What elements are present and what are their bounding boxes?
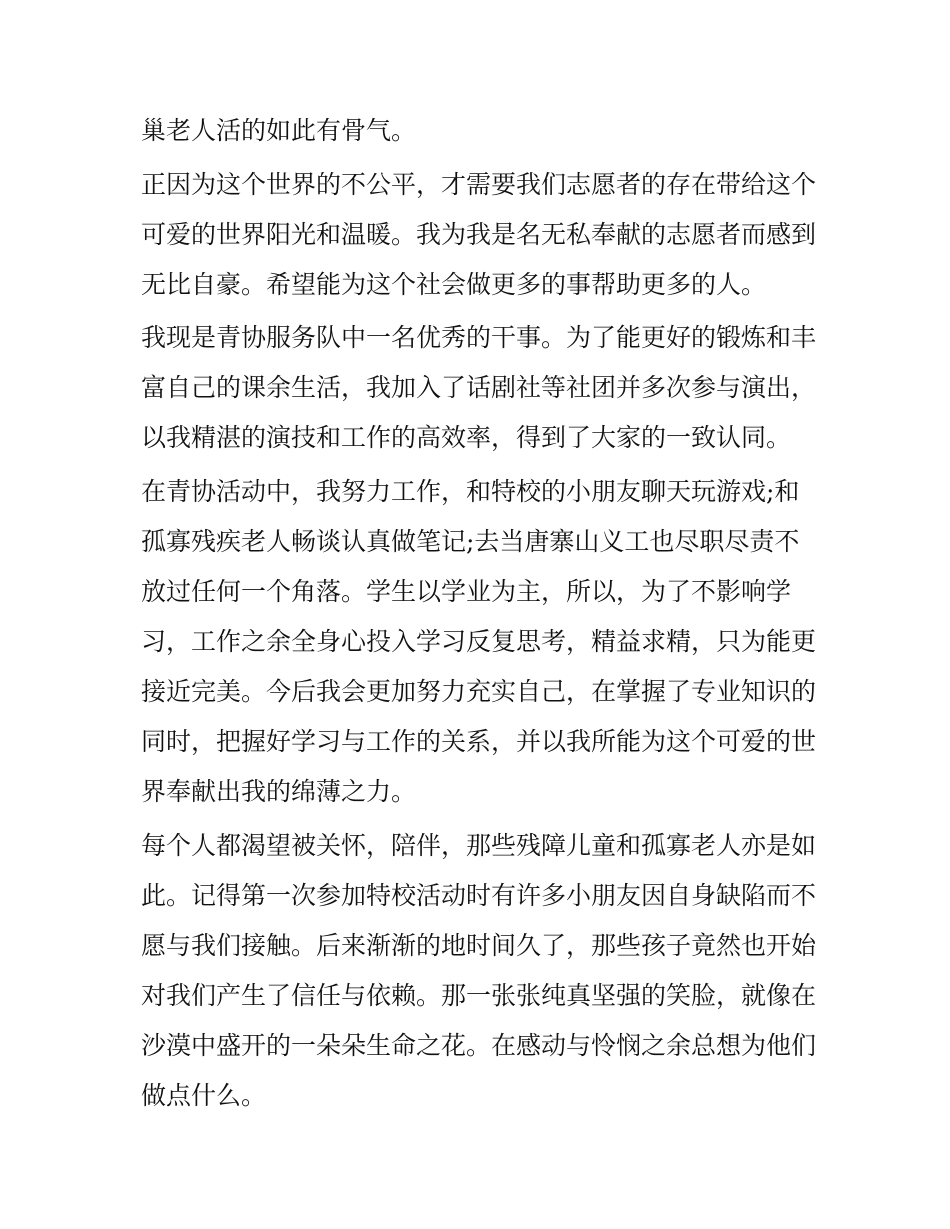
paragraph-2 bbox=[141, 160, 821, 310]
text-line: 我现是青协服务队中一名优秀的干事。为了能更好的锻炼和丰 bbox=[141, 323, 817, 353]
document-body bbox=[141, 106, 821, 1121]
text-line: 在青协活动中，我努力工作，和特校的小朋友聊天玩游戏;和 bbox=[141, 477, 800, 507]
paragraph-1 bbox=[141, 106, 821, 156]
text-line: 孤寡残疾老人畅谈认真做笔记;去当唐寨山义工也尽职尽责不 bbox=[141, 527, 800, 557]
text-line: 正因为这个世界的不公平，才需要我们志愿者的存在带给这个 bbox=[141, 169, 817, 199]
text-line: 巢老人活的如此有骨气。 bbox=[141, 116, 417, 145]
text-line: 以我精湛的演技和工作的高效率，得到了大家的一致认同。 bbox=[141, 423, 792, 453]
text-line: 对我们产生了信任与依赖。那一张张纯真坚强的笑脸，就像在 bbox=[141, 980, 817, 1010]
text-line: 每个人都渴望被关怀，陪伴，那些残障儿童和孤寡老人亦是如 bbox=[141, 830, 817, 860]
text-line: 做点什么。 bbox=[141, 1080, 267, 1110]
paragraph-4 bbox=[141, 467, 821, 817]
text-line: 习，工作之余全身心投入学习反复思考，精益求精，只为能更 bbox=[141, 627, 817, 657]
text-line: 界奉献出我的绵薄之力。 bbox=[141, 777, 417, 807]
text-line: 沙漠中盛开的一朵朵生命之花。在感动与怜悯之余总想为他们 bbox=[141, 1030, 817, 1060]
text-line: 富自己的课余生活，我加入了话剧社等社团并多次参与演出， bbox=[141, 373, 817, 403]
paragraph-5 bbox=[141, 821, 821, 1121]
text-line: 此。记得第一次参加特校活动时有许多小朋友因自身缺陷而不 bbox=[141, 880, 817, 910]
text-line: 接近完美。今后我会更加努力充实自己，在掌握了专业知识的 bbox=[141, 677, 817, 707]
text-line: 可爱的世界阳光和温暖。我为我是名无私奉献的志愿者而感到 bbox=[141, 219, 817, 249]
text-line: 无比自豪。希望能为这个社会做更多的事帮助更多的人。 bbox=[141, 269, 767, 299]
text-line: 愿与我们接触。后来渐渐的地时间久了，那些孩子竟然也开始 bbox=[141, 930, 817, 960]
paragraph-3 bbox=[141, 313, 821, 463]
text-line: 放过任何一个角落。学生以学业为主，所以，为了不影响学 bbox=[141, 577, 792, 607]
text-line: 同时，把握好学习与工作的关系，并以我所能为这个可爱的世 bbox=[141, 727, 817, 757]
